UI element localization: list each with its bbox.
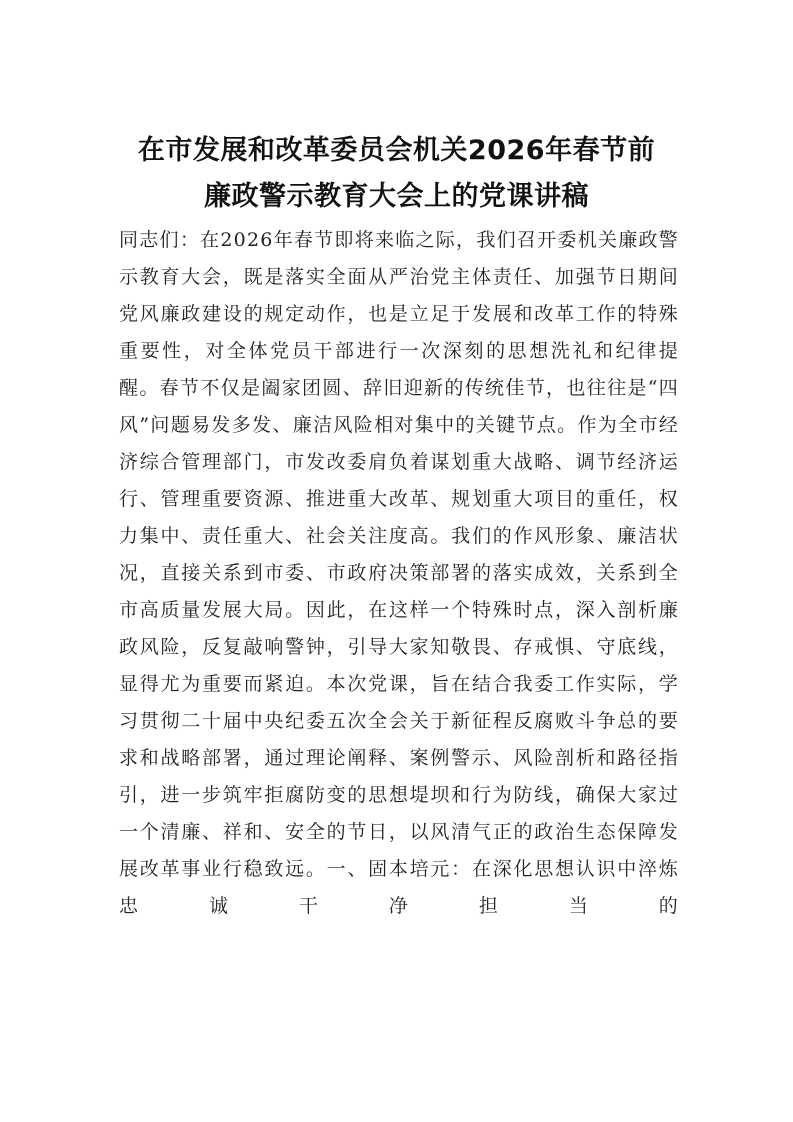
document-title-line-2: 廉政警示教育大会上的党课讲稿 — [204, 181, 589, 212]
document-title-line-1: 在市发展和改革委员会机关2026年春节前 — [137, 135, 656, 166]
document-body-paragraph: 同志们：在2026年春节即将来临之际，我们召开委机关廉政警示教育大会，既是落实全面从严治党主体责任、加强节日期间党风廉政建设的规定动作，也是立足于发展和改革工作的特殊重要性，对全体党员干部进行一次深刻的思想洗礼和纪律提醒。春节不仅是阖家团圆、辞旧迎新的传统佳节，也往往是“四风”问题易发多发、廉洁风险相对集中的关键节点。作为全市经济综合管理部门，市发改委肩负着谋划重大战略、调节经济运行、管理重要资源、推进重大改革、规划重大项目的重任，权力集中、责任重大、社会关注度高。我们的作风形象、廉洁状况，直接关系到市委、市政府决策部署的落实成效，关系到全市高质量发展大局。因此，在这样一个特殊时点，深入剖析廉政风险，反复敲响警钟，引导大家知敬畏、存戒惧、守底线，显得尤为重要而紧迫。本次党课，旨在结合我委工作实际，学习贯彻二十届中央纪委五次全会关于新征程反腐败斗争总的要求和战略部署，通过理论阐释、案例警示、风险剖析和路径指引，进一步筑牢拒腐防变的思想堤坝和行为防线，确保大家过一个清廉、祥和、安全的节日，以风清气正的政治生态保障发展改革事业行稳致远。一、固本培元：在深化思想认识中淬炼忠诚干净担当的 — [119, 229, 679, 917]
